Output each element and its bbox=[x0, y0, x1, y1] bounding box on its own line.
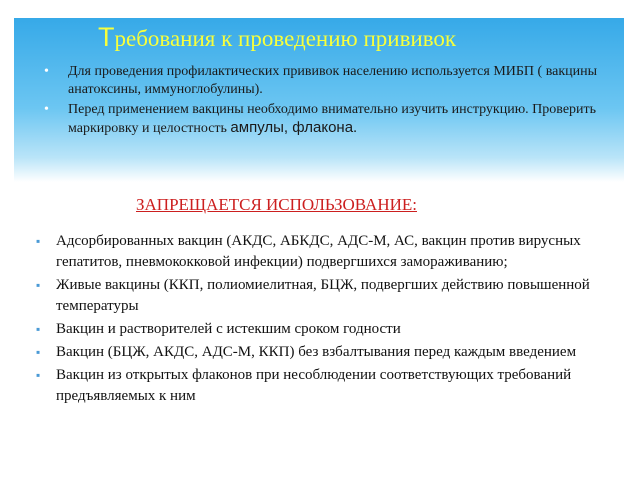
prohibition-item: ▪ Живые вакцины (ККП, полиомиелитная, БЦЖ, подвергших действию повышенной температуры bbox=[34, 275, 594, 317]
prohibition-item: ▪ Вакцин и растворителей с истекшим сроком годности bbox=[34, 319, 594, 340]
slide-title bbox=[98, 22, 456, 53]
prohibition-list bbox=[34, 231, 594, 409]
title-initial: Т bbox=[98, 22, 115, 52]
title-text: ребования к проведению прививок bbox=[114, 26, 457, 51]
prohibition-heading: ЗАПРЕЩАЕТСЯ ИСПОЛЬЗОВАНИЕ: bbox=[136, 195, 417, 214]
intro-list bbox=[44, 63, 616, 140]
prohibition-item: ▪ Вакцин из открытых флаконов при несоблюдении соответствующих требований предъявляемых к ним bbox=[34, 365, 594, 407]
prohibition-item: ▪ Вакцин (БЦЖ, АКДС, АДС-М, ККП) без взбалтывания перед каждым введением bbox=[34, 342, 594, 363]
intro-item bbox=[44, 63, 616, 98]
prohibition-item: ▪ Адсорбированных вакцин (АКДС, АБКДС, АДС-М, АС, вакцин против вирусных гепатитов, пневмококковой инфекции) подвергшихся замораживанию; bbox=[34, 231, 594, 273]
intro-item-text: Перед применением вакцины необходимо внимательно изучить инструкцию. Проверить маркировку и целостность bbox=[68, 102, 597, 136]
intro-item-text: Для проведения профилактических прививок населению используется МИБП ( вакцины анатоксины, иммуноглобулины). bbox=[68, 64, 598, 97]
intro-item-tail: ампулы, флакона. bbox=[230, 118, 358, 136]
intro-item bbox=[44, 101, 616, 137]
